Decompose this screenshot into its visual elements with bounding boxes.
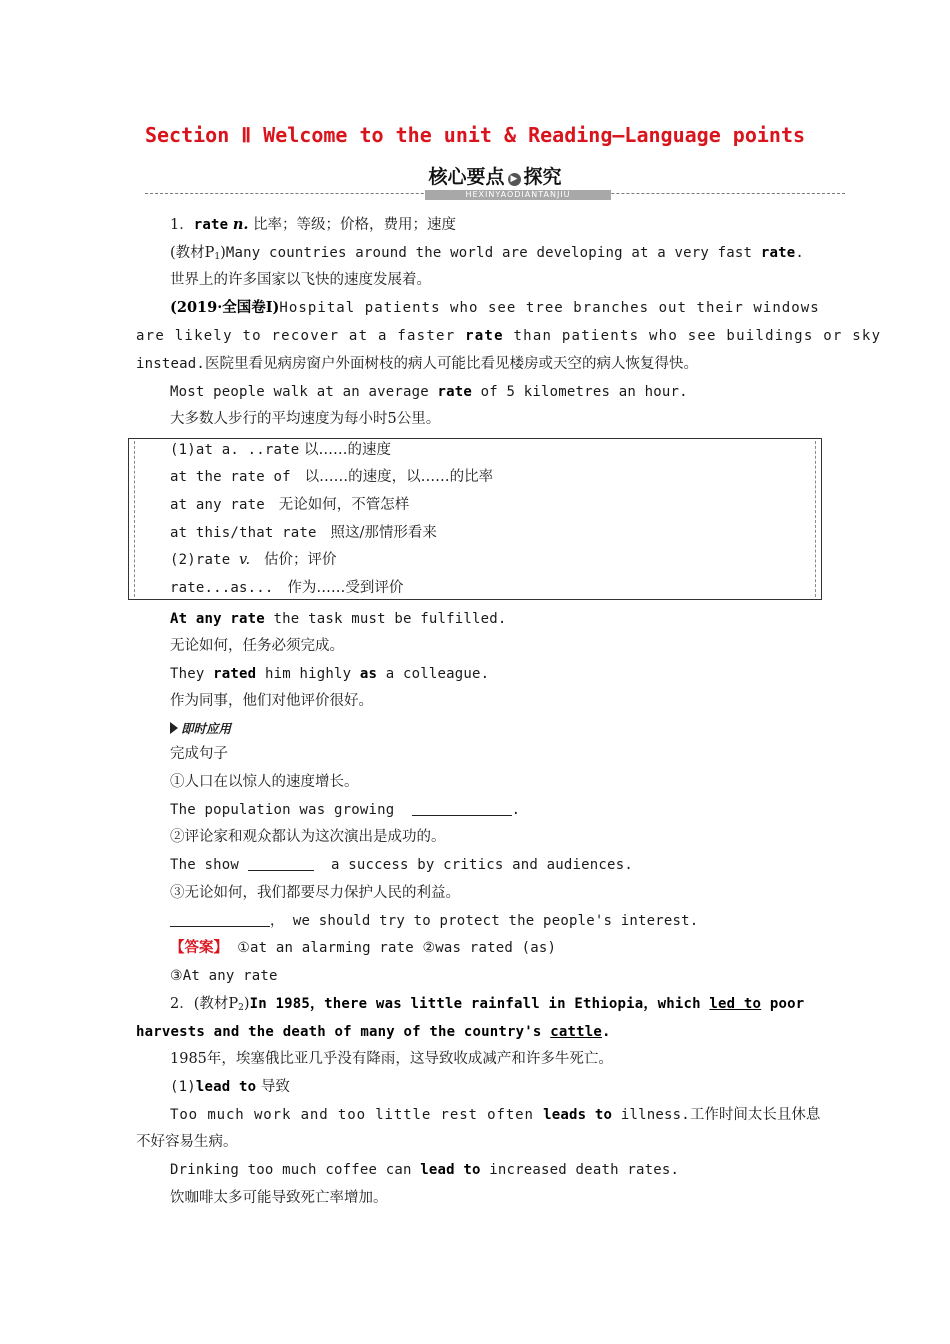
item1-example2-line1: (2019·全国卷Ⅰ)Hospital patients who see tree branches out their windows	[170, 299, 820, 316]
section-banner	[145, 160, 845, 204]
banner-pinyin: HEXINYAODIANTANJIU	[425, 190, 611, 200]
practice-heading: 完成句子	[170, 746, 228, 762]
item1-example3-translation: 大多数人步行的平均速度为每小时5公里。	[170, 411, 441, 427]
item1-example3: Most people walk at an average rate of 5 kilometres an hour.	[170, 384, 688, 400]
item2-example2-translation: 饮咖啡太多可能导致死亡率增加。	[170, 1190, 388, 1206]
box-dashed-right	[815, 441, 816, 597]
banner-right-text: 探究	[523, 166, 562, 188]
q3-answer-blank[interactable]	[170, 912, 270, 927]
example-at-any-rate: At any rate the task must be fulfilled.	[170, 611, 507, 627]
practice-q2-sentence: The show a success by critics and audiences.	[170, 857, 633, 873]
arrow-right-icon: ▶	[508, 173, 521, 186]
box-line-3: at any rate 无论如何，不管怎样	[170, 497, 410, 513]
box-line-5: (2)rate v. 估价；评价	[170, 552, 337, 568]
q2-answer-blank[interactable]	[248, 856, 314, 871]
q1-answer-blank[interactable]	[412, 801, 512, 816]
item2-example1-line2: 不好容易生病。	[136, 1134, 238, 1150]
practice-q1-sentence: The population was growing .	[170, 802, 521, 818]
triangle-bullet-icon	[170, 722, 178, 734]
practice-q3-prompt: ③无论如何，我们都要尽力保护人民的利益。	[170, 885, 460, 901]
item2-example2: Drinking too much coffee can lead to increased death rates.	[170, 1162, 680, 1178]
item2-example1: Too much work and too little rest often leads to illness.工作时间太长且休息	[170, 1107, 821, 1123]
practice-q1-prompt: ①人口在以惊人的速度增长。	[170, 774, 359, 790]
item1-headword: 1．rate n. 比率；等级；价格，费用；速度	[170, 216, 457, 233]
item1-example2-line3: instead.医院里看见病房窗户外面树枝的病人可能比看见楼房或天空的病人恢复得快。	[136, 356, 699, 372]
practice-tag: 即时应用	[170, 719, 231, 737]
box-dashed-left	[134, 441, 135, 597]
example-rated-as: They rated him highly as a colleague.	[170, 666, 490, 682]
example-rated-as-translation: 作为同事，他们对他评价很好。	[170, 693, 373, 709]
example-at-any-rate-translation: 无论如何，任务必须完成。	[170, 638, 344, 654]
item1-example1-translation: 世界上的许多国家以飞快的速度发展着。	[170, 272, 431, 288]
page-title: Section Ⅱ Welcome to the unit & Reading—Language points	[144, 123, 806, 147]
item2-source-line2: harvests and the death of many of the country's cattle.	[136, 1024, 611, 1040]
item2-source-line: 2．(教材$P_2)In$ 1985，there was little rainfall in Ethiopia，which led to poor	[170, 996, 805, 1013]
banner-heading	[145, 162, 845, 189]
answer-line-2: ③At any rate	[170, 968, 278, 984]
phrase-box	[128, 438, 822, 600]
item1-example2-line2: are likely to recover at a faster rate than patients who see buildings or sky	[136, 328, 882, 344]
box-line-1: (1)at a. ..rate 以……的速度	[170, 442, 392, 458]
practice-q3-sentence: ， we should try to protect the people's interest.	[170, 911, 698, 931]
practice-q2-prompt: ②评论家和观众都认为这次演出是成功的。	[170, 829, 446, 845]
box-line-4: at this/that rate 照这/那情形看来	[170, 525, 437, 541]
item1-example1: (教材$P_1)Many$ countries around the world are developing at a very fast rate.	[170, 245, 804, 262]
box-line-6: rate...as... 作为……受到评价	[170, 580, 404, 596]
item2-translation: 1985年，埃塞俄比亚几乎没有降雨，这导致收成减产和许多牛死亡。	[170, 1051, 613, 1067]
answer-line-1: 【答案】 ①at an alarming rate ②was rated (as)	[170, 939, 557, 956]
banner-left-text: 核心要点	[428, 166, 505, 188]
box-line-2: at the rate of 以……的速度，以……的比率	[170, 469, 494, 485]
item2-phrase: (1)lead to 导致	[170, 1079, 290, 1095]
